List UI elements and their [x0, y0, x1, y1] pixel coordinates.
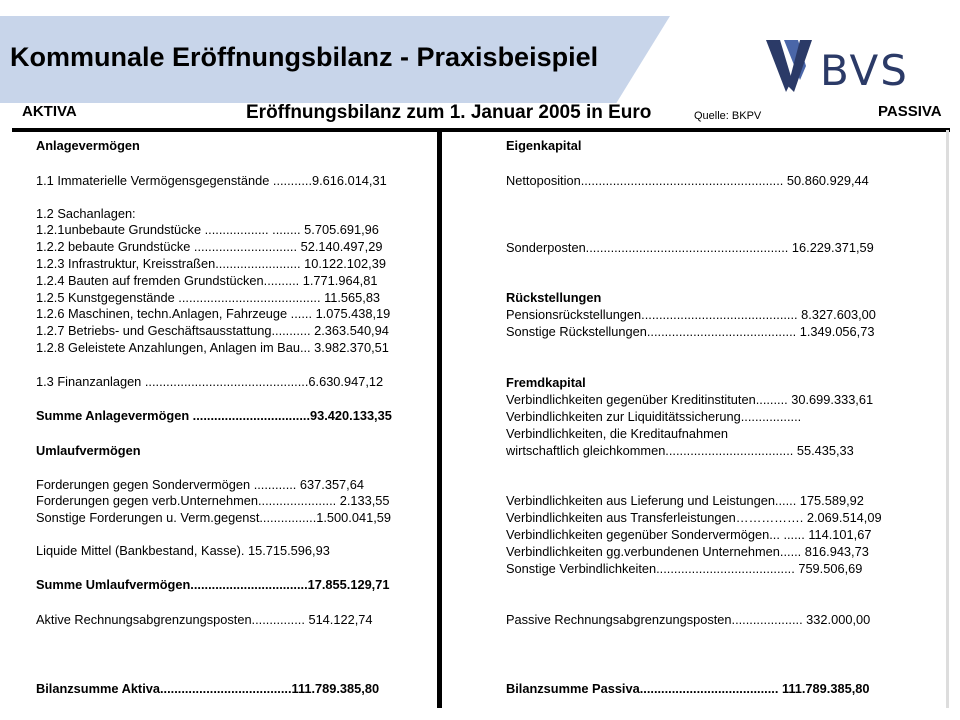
fremdkapital-heading: Fremdkapital: [506, 375, 586, 390]
finanzanlagen-row: 1.3 Finanzanlagen ..............................................6.630.947,12: [36, 374, 384, 389]
summe-anlagevermoegen-row: Summe Anlagevermögen .................................93.420.133,35: [36, 408, 392, 423]
rueckstellungen-heading: Rückstellungen: [506, 290, 602, 305]
verbindlichkeit-row: Verbindlichkeiten aus Lieferung und Leistungen...... 175.589,92: [506, 493, 864, 508]
eigenkapital-heading: Eigenkapital: [506, 138, 582, 153]
center-rule: [437, 130, 442, 708]
aktiva-label: AKTIVA: [22, 103, 77, 120]
forderung-row: Forderungen gegen Sondervermögen ............ 637.357,64: [36, 477, 364, 492]
balance-sheet-title: Eröffnungsbilanz zum 1. Januar 2005 in Euro: [246, 102, 652, 123]
sachanlage-row: 1.2.8 Geleistete Anzahlungen, Anlagen im Bau... 3.982.370,51: [36, 340, 389, 355]
aktive-rap-row: Aktive Rechnungsabgrenzungsposten............... 514.122,74: [36, 612, 373, 627]
top-rule: [12, 128, 950, 132]
verbindlichkeit-row: Verbindlichkeiten gegenüber Kreditinstituten......... 30.699.333,61: [506, 392, 874, 407]
right-rule: [946, 130, 949, 708]
sonderposten-row: Sonderposten......................................................... 16.229.371,59: [506, 240, 874, 255]
sachanlage-row: 1.2.6 Maschinen, techn.Anlagen, Fahrzeuge ...... 1.075.438,19: [36, 306, 391, 321]
nettoposition-row: Nettoposition......................................................... 50.860.929,44: [506, 173, 869, 188]
sachanlage-row: 1.2.7 Betriebs- und Geschäftsausstattung........... 2.363.540,94: [36, 323, 389, 338]
passive-rap-row: Passive Rechnungsabgrenzungsposten.................... 332.000,00: [506, 612, 871, 627]
verbindlichkeit-row: Verbindlichkeiten gegenüber Sondervermögen... ...... 114.101,67: [506, 527, 872, 542]
sachanlagen-heading: 1.2 Sachanlagen:: [36, 206, 136, 221]
rueckstellung-row: Pensionsrückstellungen............................................ 8.327.603,00: [506, 307, 876, 322]
sachanlage-row: 1.2.1unbebaute Grundstücke .................. ........ 5.705.691,96: [36, 222, 379, 237]
sachanlage-row: 1.2.3 Infrastruktur, Kreisstraßen........................ 10.122.102,39: [36, 256, 386, 271]
forderung-row: Sonstige Forderungen u. Verm.gegenst................1.500.041,59: [36, 510, 391, 525]
liquide-mittel-row: Liquide Mittel (Bankbestand, Kasse). 15.715.596,93: [36, 543, 330, 558]
sachanlage-row: 1.2.5 Kunstgegenstände ........................................ 11.565,83: [36, 290, 381, 305]
verbindlichkeit-row: Sonstige Verbindlichkeiten....................................... 759.506,69: [506, 561, 863, 576]
passiva-label: PASSIVA: [878, 103, 942, 120]
rueckstellung-row: Sonstige Rückstellungen.......................................... 1.349.056,73: [506, 324, 875, 339]
sachanlage-row: 1.2.2 bebaute Grundstücke ............................. 52.140.497,29: [36, 239, 383, 254]
verbindlichkeit-row: Verbindlichkeiten aus Transferleistungen……………. 2.069.514,09: [506, 510, 882, 525]
bilanzsumme-aktiva-row: Bilanzsumme Aktiva.....................................111.789.385,80: [36, 681, 380, 696]
immaterielle-row: 1.1 Immaterielle Vermögensgegenstände ...........9.616.014,31: [36, 173, 387, 188]
summe-umlaufvermoegen-row: Summe Umlaufvermögen.................................17.855.129,71: [36, 577, 390, 592]
verbindlichkeit-row: wirtschaftlich gleichkommen.................................... 55.435,33: [506, 443, 854, 458]
verbindlichkeit-row: Verbindlichkeiten zur Liquiditätssicherung.................: [506, 409, 802, 424]
page-title: Kommunale Eröffnungsbilanz - Praxisbeispiel: [10, 42, 599, 72]
anlagevermoegen-heading: Anlagevermögen: [36, 138, 140, 153]
umlaufvermoegen-heading: Umlaufvermögen: [36, 443, 141, 458]
bvs-logo-text: BVS: [820, 46, 909, 95]
verbindlichkeit-row: Verbindlichkeiten gg.verbundenen Unternehmen...... 816.943,73: [506, 544, 869, 559]
sachanlage-row: 1.2.4 Bauten auf fremden Grundstücken.......... 1.771.964,81: [36, 273, 378, 288]
forderung-row: Forderungen gegen verb.Unternehmen...................... 2.133,55: [36, 493, 390, 508]
source-note: Quelle: BKPV: [694, 110, 762, 122]
bilanzsumme-passiva-row: Bilanzsumme Passiva....................................... 111.789.385,80: [506, 681, 870, 696]
verbindlichkeit-row: Verbindlichkeiten, die Kreditaufnahmen: [506, 426, 728, 441]
